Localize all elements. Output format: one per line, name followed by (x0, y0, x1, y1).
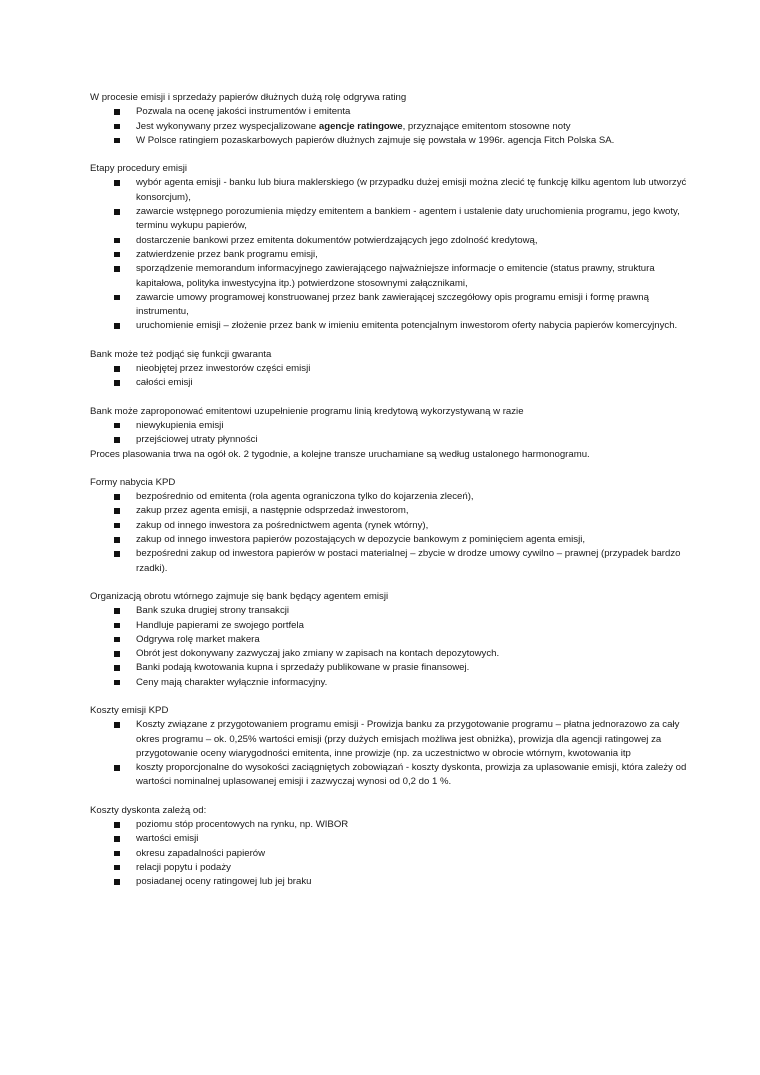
section-koszty-dyskonta (90, 804, 700, 890)
section-intro: Bank może zaproponować emitentowi uzupełnienie programu linią kredytową wykorzystywaną w razie (90, 405, 524, 417)
section-linia-kredytowa (90, 405, 700, 462)
bullet-square-icon (114, 637, 120, 643)
bullet-list (90, 647, 700, 690)
bullet-square-icon (114, 238, 120, 244)
list-item: Odgrywa rolę market makera (90, 633, 700, 647)
section-etapy (90, 162, 700, 334)
section-intro: Etapy procedury emisji (90, 163, 188, 175)
section-intro: Bank może też podjąć się funkcji gwaranta (90, 348, 272, 360)
section-koszty-emisji (90, 704, 700, 790)
bullet-square-icon (114, 680, 120, 686)
list-item: zakup od innego inwestora za pośrednictwem agenta (rynek wtórny), (90, 519, 700, 533)
list-item: Handluje papierami ze swojego portfela (90, 619, 700, 633)
bullet-square-icon (114, 523, 120, 529)
bullet-square-icon (114, 366, 120, 372)
list-item: zawarcie umowy programowej konstruowanej przez bank zawierającej szczegółowy opis programu emisji i formę prawną instrumentu, (90, 291, 700, 320)
bullet-square-icon (114, 437, 120, 443)
list-item: W Polsce ratingiem pozaskarbowych papierów dłużnych zajmuje się powstała w 1996r. agencja Fitch Polska SA. (90, 134, 700, 148)
bullet-list (90, 761, 700, 790)
list-item: okresu zapadalności papierów (90, 847, 700, 861)
bullet-square-icon (114, 865, 120, 871)
bullet-square-icon (114, 494, 120, 500)
list-item: przejściowej utraty płynności (90, 433, 700, 447)
bullet-square-icon (114, 109, 120, 115)
list-item: Pozwala na ocenę jakości instrumentów i emitenta (90, 105, 700, 119)
bullet-square-icon (114, 252, 120, 258)
list-item: relacji popytu i podaży (90, 861, 700, 875)
list-item: zakup przez agenta emisji, a następnie odsprzedaż inwestorom, (90, 504, 700, 518)
bullet-square-icon (114, 879, 120, 885)
list-item: Jest wykonywany przez wyspecjalizowane agencje ratingowe, przyznające emitentom stosowne noty (90, 120, 700, 134)
bullet-square-icon (114, 508, 120, 514)
bullet-list (90, 419, 700, 448)
bullet-square-icon (114, 295, 120, 301)
list-item: zawarcie wstępnego porozumienia między emitentem a bankiem - agentem i ustalenie daty uruchomienia programu, jego kwoty, terminu wykupu papierów, (90, 205, 700, 234)
bullet-square-icon (114, 822, 120, 828)
bold-term: agencje ratingowe (318, 120, 403, 132)
bullet-list (90, 604, 700, 647)
list-item: dostarczenie bankowi przez emitenta dokumentów potwierdzających jego zdolność kredytową, (90, 234, 700, 248)
bullet-list (90, 362, 700, 391)
bullet-square-icon (114, 851, 120, 857)
section-formy-nabycia (90, 476, 700, 576)
bullet-square-icon (114, 124, 120, 130)
list-item: sporządzenie memorandum informacyjnego zawierającego najważniejsze informacje o emitencie (status prawny, struktura kapitałowa, polityka inwestycyjna itp.) potwierdzone stosownymi załącznikami, (90, 262, 700, 291)
section-intro: Organizacją obrotu wtórnego zajmuje się bank będący agentem emisji (90, 590, 389, 602)
list-item: całości emisji (90, 376, 700, 390)
section-rating (90, 91, 700, 148)
list-item: wybór agenta emisji - banku lub biura maklerskiego (w przypadku dużej emisji można zlecić tę funkcję kilku agentom lub utworzyć konsorcjum), (90, 176, 700, 205)
bullet-square-icon (114, 266, 120, 272)
bullet-square-icon (114, 651, 120, 657)
bullet-list (90, 105, 700, 148)
bullet-square-icon (114, 180, 120, 186)
bullet-list (90, 718, 700, 761)
list-item: uruchomienie emisji – złożenie przez bank w imieniu emitenta potencjalnym inwestorom oferty nabycia papierów komercyjnych. (90, 319, 700, 333)
section-intro: Koszty dyskonta zależą od: (90, 804, 207, 816)
section-intro: Koszty emisji KPD (90, 704, 169, 716)
bullet-list (90, 176, 700, 333)
list-item: Ceny mają charakter wyłącznie informacyjny. (90, 676, 700, 690)
list-item: zakup od innego inwestora papierów pozostających w depozycie bankowym z pominięciem agenta emisji, (90, 533, 700, 547)
bullet-square-icon (114, 623, 120, 629)
bullet-square-icon (114, 608, 120, 614)
bullet-square-icon (114, 665, 120, 671)
list-item: Banki podają kwotowania kupna i sprzedaży publikowane w prasie finansowej. (90, 661, 700, 675)
bullet-square-icon (114, 209, 120, 215)
list-item: niewykupienia emisji (90, 419, 700, 433)
section-gwarant (90, 348, 700, 391)
section-intro: Formy nabycia KPD (90, 476, 176, 488)
bullet-square-icon (114, 836, 120, 842)
bullet-square-icon (114, 323, 120, 329)
bullet-square-icon (114, 722, 120, 728)
list-item: posiadanej oceny ratingowej lub jej braku (90, 875, 700, 889)
bullet-list (90, 490, 700, 576)
bullet-square-icon (114, 380, 120, 386)
list-item: zatwierdzenie przez bank programu emisji, (90, 248, 700, 262)
list-item: Koszty związane z przygotowaniem programu emisji - Prowizja banku za przygotowanie programu – płatna jednorazowo za cały okres programu – ok. 0,25% wartości emisji (przy dużych emisjach możliwa jest obniżka), prowizja dla agencji ratingowej za przygotowanie oceny wiarygodności emitenta, inne prowizje (np. za uczestnictwo w obrocie wtórnym, kwotowania itp (90, 718, 700, 761)
list-item: bezpośredni zakup od inwestora papierów w postaci materialnej – zbycie w drodze umowy cywilno – prawnej (przypadek bardzo rzadki). (90, 547, 700, 576)
list-item: nieobjętej przez inwestorów części emisji (90, 362, 700, 376)
list-item: Bank szuka drugiej strony transakcji (90, 604, 700, 618)
list-item: koszty proporcjonalne do wysokości zaciągniętych zobowiązań - koszty dyskonta, prowizja za uplasowanie emisji, która zależy od wartości nominalnej uplasowanej emisji i zazwyczaj wynosi od 0,2 do 1 %. (90, 761, 700, 790)
bullet-square-icon (114, 537, 120, 543)
bullet-square-icon (114, 765, 120, 771)
list-item: Obrót jest dokonywany zazwyczaj jako zmiany w zapisach na kontach depozytowych. (90, 647, 700, 661)
section-intro: W procesie emisji i sprzedaży papierów dłużnych dużą rolę odgrywa rating (90, 92, 407, 103)
list-item: wartości emisji (90, 832, 700, 846)
bullet-list (90, 818, 700, 889)
bullet-square-icon (114, 551, 120, 557)
bullet-square-icon (114, 138, 120, 144)
section-outro: Proces plasowania trwa na ogół ok. 2 tygodnie, a kolejne transze uruchamiane są według ustalonego harmonogramu. (90, 448, 590, 460)
list-item: bezpośrednio od emitenta (rola agenta ograniczona tylko do kojarzenia zleceń), (90, 490, 700, 504)
bullet-square-icon (114, 423, 120, 429)
list-item: poziomu stóp procentowych na rynku, np. WIBOR (90, 818, 700, 832)
section-obrot-wtorny (90, 590, 700, 690)
